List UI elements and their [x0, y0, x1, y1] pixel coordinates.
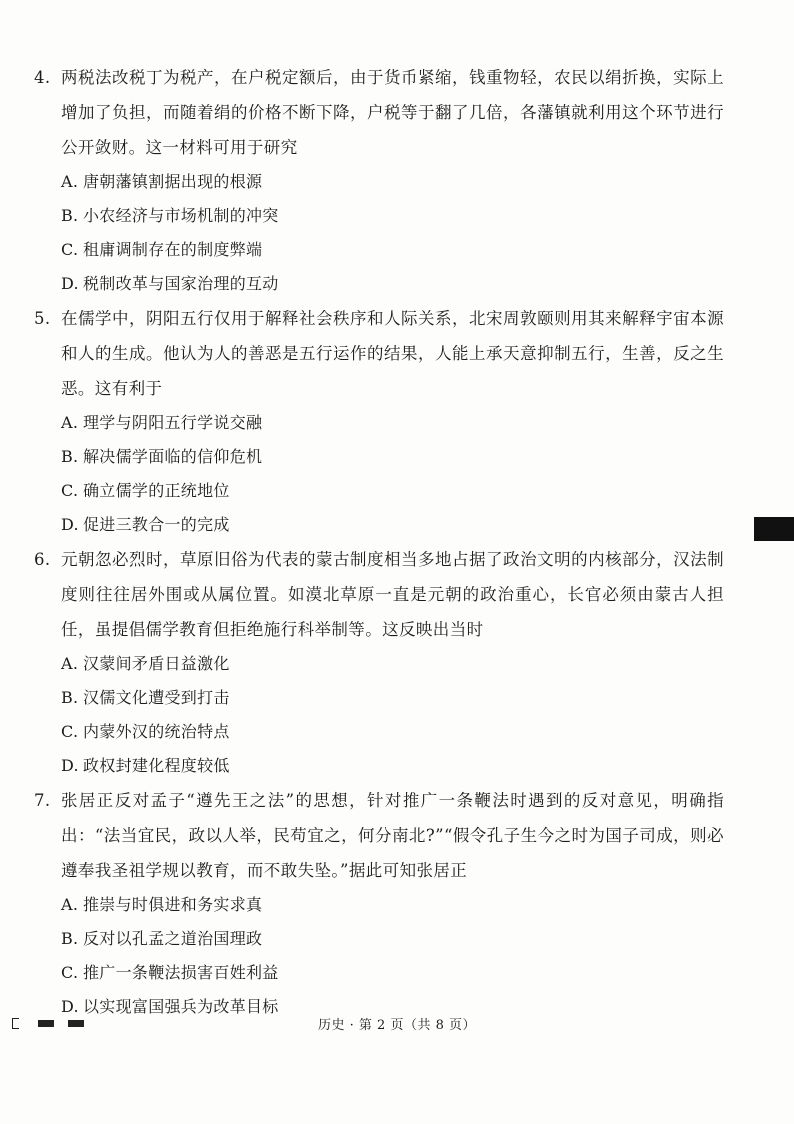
option-a[interactable] — [34, 165, 724, 199]
option-text: 理学与阴阳五行学说交融 — [83, 413, 263, 432]
option-a[interactable] — [34, 647, 724, 681]
option-letter: C. — [61, 240, 79, 259]
option-letter: B. — [61, 447, 79, 466]
question-text: 在儒学中，阴阳五行仅用于解释社会秩序和人际关系，北宋周敦颐则用其来解释宇宙本源和人的生成。他认为人的善恶是五行运作的结果，人能上承天意抑制五行，生善，反之生恶。这有利于 — [61, 309, 724, 398]
option-b[interactable] — [34, 681, 724, 715]
question-6 — [34, 542, 724, 783]
option-list — [34, 165, 724, 301]
option-a[interactable] — [34, 888, 724, 922]
option-d[interactable] — [34, 267, 724, 301]
option-text: 租庸调制存在的制度弊端 — [83, 240, 263, 259]
page-footer — [0, 1012, 794, 1038]
question-number: 6. — [34, 550, 51, 569]
option-text: 汉儒文化遭受到打击 — [83, 688, 230, 707]
option-letter: B. — [61, 688, 79, 707]
option-c[interactable] — [34, 956, 724, 990]
question-number: 7. — [34, 791, 51, 810]
option-text: 小农经济与市场机制的冲突 — [83, 206, 279, 225]
option-letter: C. — [61, 481, 79, 500]
option-text: 税制改革与国家治理的互动 — [83, 274, 279, 293]
option-c[interactable] — [34, 233, 724, 267]
option-text: 政权封建化程度较低 — [83, 756, 230, 775]
option-list — [34, 888, 724, 1024]
option-letter: A. — [61, 895, 79, 914]
option-c[interactable] — [34, 474, 724, 508]
option-list — [34, 406, 724, 542]
option-letter: B. — [61, 206, 79, 225]
edge-marker-tab — [754, 517, 794, 541]
option-letter: A. — [61, 413, 79, 432]
option-text: 推广一条鞭法损害百姓利益 — [83, 963, 279, 982]
option-letter: A. — [61, 172, 79, 191]
option-letter: C. — [61, 722, 79, 741]
question-stem — [34, 60, 724, 165]
option-b[interactable] — [34, 922, 724, 956]
question-stem — [34, 301, 724, 406]
option-letter: A. — [61, 654, 79, 673]
option-d[interactable] — [34, 749, 724, 783]
option-text: 汉蒙间矛盾日益激化 — [83, 654, 230, 673]
option-letter: D. — [61, 274, 79, 293]
option-text: 促进三教合一的完成 — [83, 515, 230, 534]
page-number: 历史 · 第 2 页（共 8 页） — [318, 1018, 476, 1033]
option-letter: C. — [61, 963, 79, 982]
option-a[interactable] — [34, 406, 724, 440]
option-text: 以实现富国强兵为改革目标 — [83, 997, 279, 1016]
option-c[interactable] — [34, 715, 724, 749]
question-text: 张居正反对孟子“遵先王之法”的思想，针对推广一条鞭法时遇到的反对意见，明确指出：“法当宜民，政以人举，民苟宜之，何分南北?”“假令孔子生今之时为国子司成，则必遵奉我圣祖学规以教育，而不敢失坠。”据此可知张居正 — [61, 791, 724, 880]
option-text: 反对以孔孟之道治国理政 — [83, 929, 263, 948]
question-7 — [34, 783, 724, 1024]
option-letter: B. — [61, 929, 79, 948]
question-text: 元朝忽必烈时，草原旧俗为代表的蒙古制度相当多地占据了政治文明的内核部分，汉法制度则往往居外围或从属位置。如漠北草原一直是元朝的政治重心，长官必须由蒙古人担任，虽提倡儒学教育但拒绝施行科举制等。这反映出当时 — [61, 550, 724, 639]
option-b[interactable] — [34, 440, 724, 474]
option-text: 内蒙外汉的统治特点 — [83, 722, 230, 741]
question-list — [34, 60, 724, 1024]
option-d[interactable] — [34, 508, 724, 542]
option-text: 解决儒学面临的信仰危机 — [83, 447, 263, 466]
option-list — [34, 647, 724, 783]
option-text: 推崇与时俱进和务实求真 — [83, 895, 263, 914]
question-text: 两税法改税丁为税产，在户税定额后，由于货币紧缩，钱重物轻，农民以绢折换，实际上增加了负担，而随着绢的价格不断下降，户税等于翻了几倍，各藩镇就利用这个环节进行公开敛财。这一材料可用于研究 — [61, 68, 724, 157]
option-letter: D. — [61, 756, 79, 775]
question-stem — [34, 783, 724, 888]
option-text: 唐朝藩镇割据出现的根源 — [83, 172, 263, 191]
option-letter: D. — [61, 997, 79, 1016]
question-number: 4. — [34, 68, 51, 87]
option-text: 确立儒学的正统地位 — [83, 481, 230, 500]
question-number: 5. — [34, 309, 51, 328]
question-5 — [34, 301, 724, 542]
option-letter: D. — [61, 515, 79, 534]
option-b[interactable] — [34, 199, 724, 233]
question-4 — [34, 60, 724, 301]
question-stem — [34, 542, 724, 647]
